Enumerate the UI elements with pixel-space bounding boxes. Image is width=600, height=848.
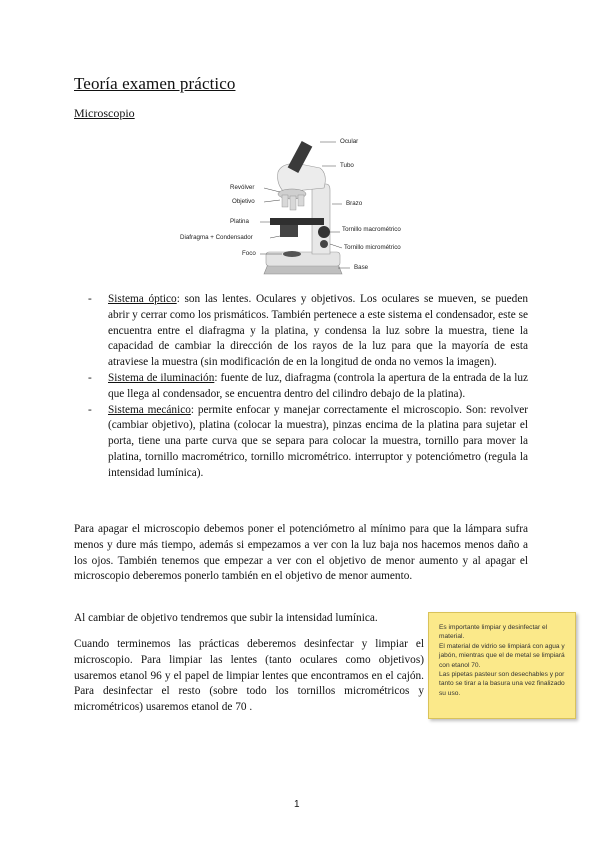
label-foco: Foco [242,250,256,257]
list-item-term: Sistema óptico [108,293,177,305]
label-revolver: Revólver [230,184,255,191]
list-item: - Sistema de iluminación: fuente de luz, diafragma (controla la apertura de la entrada de la luz que llega al condensador, se encuentra dentro del cilindro debajo de la platina). [88,371,528,400]
note-line: El material de vidrio se limpiará con agua y jabón, mientras que el de metal se limpiará con etanol 70. [439,642,565,669]
list-item: - Sistema óptico: son las lentes. Oculares y objetivos. Los oculares se mueven, se pueden abrir y cerrar como los prismáticos. También pertenece a este sistema el condensador, este se encuentra entre el diafragma y la platina, y condensa la luz sobre la muestra, tiene la capacidad de cambiar la dirección de los rayos de la luz para que la mayoría de esta atraviese la muestra (sin modificación de en la longitud de onda no vemos la imagen). [88,293,528,369]
microscope-figure [180,132,440,280]
microscope-illustration [220,132,440,280]
section-heading: Microscopio [74,106,135,120]
paragraph-cambiar-objetivo: Al cambiar de objetivo tendremos que subir la intensidad lumínica. [74,612,378,624]
list-item-term: Sistema mecánico [108,403,191,416]
systems-list [88,292,528,482]
label-tornillo-micro: Tornillo micrométrico [344,244,401,251]
label-tubo: Tubo [340,162,354,169]
label-ocular: Ocular [340,138,359,145]
note-line: Las pipetas pasteur son desechables y por tanto se tirar a la basura una vez finalizado su uso. [439,671,565,697]
paragraph-limpieza: Cuando terminemos las prácticas deberemos desinfectar y limpiar el microscopio. Para limpiar las lentes (tanto oculares como objetivos) usaremos etanol 96 y el papel de limpiar lentes que encontramos en el cajón. Para desinfectar el resto (sobre todo los tornillos micrométricos y micrométricos) usaremos etanol de 70 . [74,638,424,714]
label-platina: Platina [230,218,249,225]
list-item-text: : son las lentes. Oculares y objetivos. Los oculares se mueven, se pueden abrir y cerrar como los prismáticos. También pertenece a este sistema el condensador, este se encuentra entre el diafragma y la platina, y condensa la luz sobre la muestra, tiene la capacidad de cambiar la dirección de los rayos de la luz para que la mayoría de esta atraviese la muestra (sin modificación de en la longitud de onda no vemos la imagen). [108,293,528,369]
list-item: - Sistema mecánico: permite enfocar y manejar correctamente el microscopio. Son: revolver (cambiar objetivo), platina (colocar la muestra), pinzas encima de la platina para sujetar el porta, tiene una parte curva que se separa para colocar la muestra, tornillo para mover la platina, tornillo macrométrico, tornillo micrométrico. interruptor y potenciómetro (regula la intensidad lumínica). [88,403,528,479]
label-brazo: Brazo [346,200,363,207]
label-objetivo: Objetivo [232,198,255,205]
note-line: Es importante limpiar y desinfectar el material. [439,624,548,641]
sticky-note [428,612,576,719]
label-diafragma: Diafragma + Condensador [180,234,253,241]
list-item-text: : fuente de luz, diafragma (controla la apertura de la entrada de la luz que llega al condensador, se encuentra dentro del cilindro debajo de la platina). [108,371,528,400]
page-number: 1 [294,799,300,810]
paragraph-apagar: Para apagar el microscopio debemos poner el potenciómetro al mínimo para que la lámpara sufra menos y dure más tiempo, además si empezamos a ver con la luz baja nos hacemos menos daño a los ojos. También tenemos que empezar a ver con el objetivo de menor aumento y al apagar el microscopio deberemos ponerlo también en el objetivo de menor aumento. [74,523,528,583]
label-base: Base [354,264,369,271]
page-title: Teoría examen práctico [74,74,236,93]
label-tornillo-macro: Tornillo macrométrico [342,226,401,233]
list-item-text: : permite enfocar y manejar correctamente el microscopio. Son: revolver (cambiar objetivo), platina (colocar la muestra), pinzas encima de la platina para sujetar el porta, tiene una parte curva que se separa para colocar la muestra, tornillo para mover la platina, tornillo macrométrico, tornillo micrométrico. interruptor y potenciómetro (regula la intensidad lumínica). [108,403,528,479]
list-item-term: Sistema de iluminación [108,371,215,384]
